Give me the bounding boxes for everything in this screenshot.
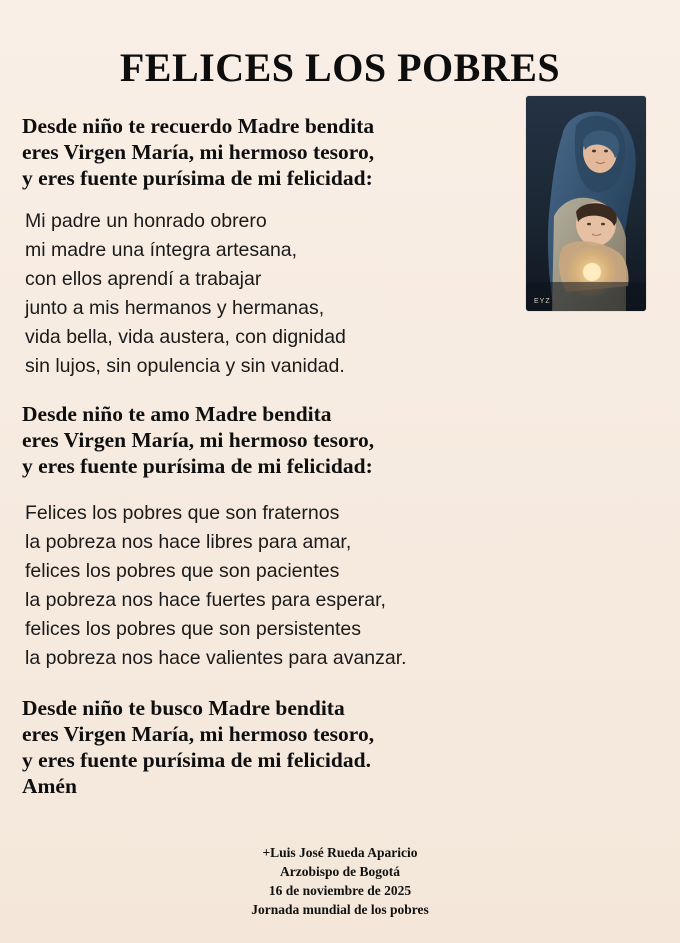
page-title: FELICES LOS POBRES [119,45,561,90]
poem-line: y eres fuente purísima de mi felicidad: [22,454,373,478]
poem-line: eres Virgen María, mi hermoso tesoro, [22,140,375,164]
colophon [0,843,680,919]
poem-line: Desde niño te busco Madre bendita [22,696,345,720]
poem-line: eres Virgen María, mi hermoso tesoro, [22,722,375,746]
poem-line: Amén [22,774,77,798]
colophon-occasion: Jornada mundial de los pobres [251,902,429,917]
poem-line: felices los pobres que son pacientes [25,560,340,582]
poem-line: vida bella, vida austera, con dignidad [25,326,346,348]
stanza-refrain-2 [22,401,646,479]
poem-line: Desde niño te recuerdo Madre bendita [22,114,375,138]
poem-line: mi madre una íntegra artesana, [25,239,298,261]
stanza-verse-2 [22,499,646,673]
poem-line: sin lujos, sin opulencia y sin vanidad. [25,355,345,377]
stanza-refrain-1 [22,113,646,191]
poem-line: la pobreza nos hace libres para amar, [25,531,352,553]
poem-line: con ellos aprendí a trabajar [25,268,262,290]
stanza-verse-1 [22,207,646,381]
poem-body [0,91,680,799]
poem-line: eres Virgen María, mi hermoso tesoro, [22,428,375,452]
poem-line: Desde niño te amo Madre bendita [22,402,332,426]
poem-line: y eres fuente purísima de mi felicidad: [22,166,373,190]
poem-line: la pobreza nos hace valientes para avanzar. [25,647,407,669]
colophon-date: 16 de noviembre de 2025 [268,883,412,898]
artwork-signature: EYZ [534,298,551,305]
poem-line: y eres fuente purísima de mi felicidad. [22,748,371,772]
colophon-role: Arzobispo de Bogotá [279,864,400,879]
stanza-refrain-3 [22,695,646,799]
poem-line: junto a mis hermanos y hermanas, [25,297,325,319]
poem-line: la pobreza nos hace fuertes para esperar, [25,589,386,611]
poem-line: Felices los pobres que son fraternos [25,502,340,524]
colophon-author: +Luis José Rueda Aparicio [262,845,418,860]
poem-line: Mi padre un honrado obrero [25,210,267,232]
poem-line: felices los pobres que son persistentes [25,618,362,640]
